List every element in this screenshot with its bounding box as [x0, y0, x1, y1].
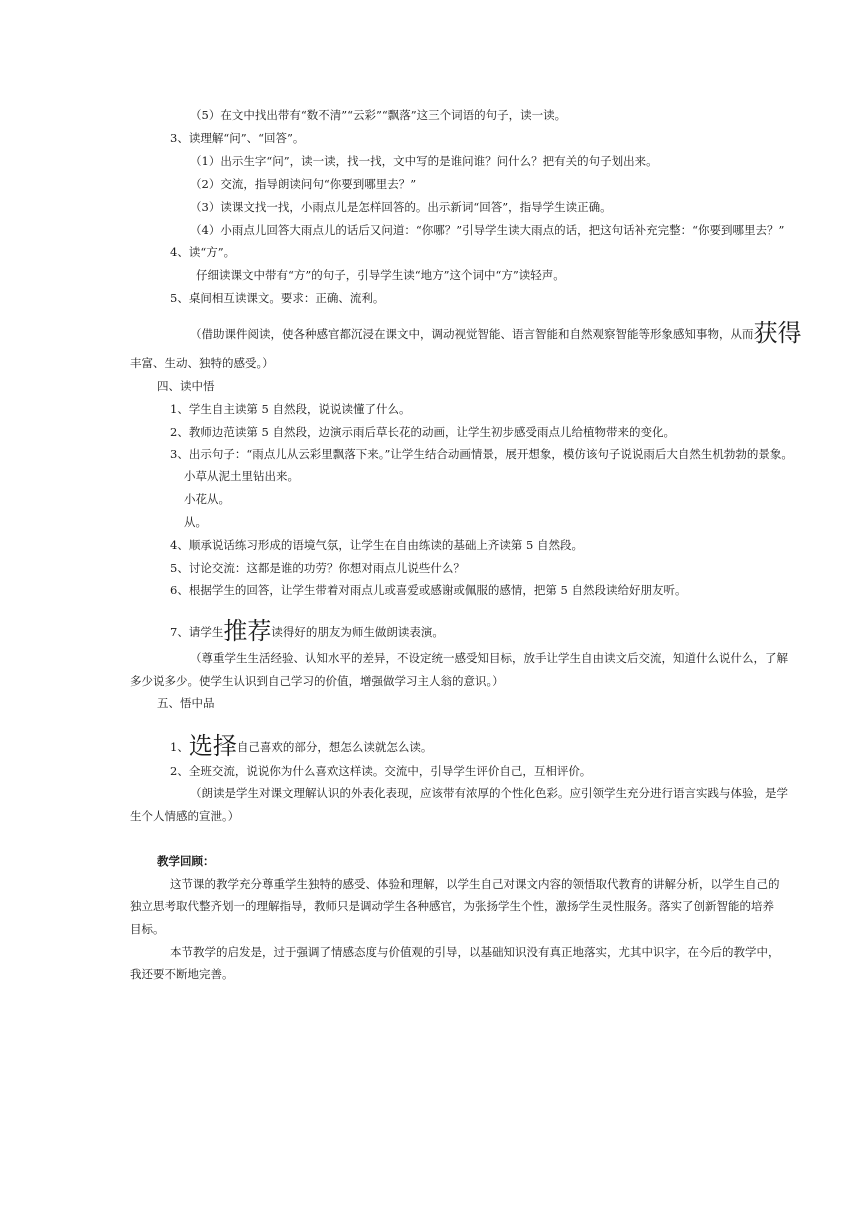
- enlarged-word-huode: 获得: [753, 319, 802, 347]
- paragraph-reading-note-cont: 生个人情感的宣泄。）: [130, 809, 240, 823]
- list-item-4-2: 2、教师边范读第 5 自然段，边演示雨后草长花的动画，让学生初步感受雨点儿给植物带来的变化。: [170, 425, 675, 439]
- review-paragraph-1-line-3: 目标。: [130, 922, 165, 936]
- list-item-5-1: 1、选择自己喜欢的部分，想怎么读就怎么读。: [170, 732, 433, 760]
- paragraph-courseware-note: （借助课件阅读，使各种感官都沉浸在课文中，调动视觉智能、语言智能和自然观察智能等形象感知事物，从而获得: [190, 319, 802, 347]
- paragraph-step-3-read-text: （3）读课文找一找，小雨点儿是怎样回答的。出示新词“回答”，指导学生读正确。: [190, 200, 612, 214]
- paragraph-step-4-answer: （4）小雨点儿回答大雨点儿的话后又问道：“你哪？”引导学生读大雨点的话，把这句话补充完整：“你要到哪里去？”: [190, 223, 785, 237]
- enlarged-word-xuanze: 选择: [188, 732, 237, 760]
- list-item-4-5: 5、讨论交流：这都是谁的功劳？你想对雨点儿说些什么？: [170, 561, 465, 575]
- section-heading-5: 五、悟中品: [157, 696, 215, 710]
- list-item-4-1: 1、学生自主读第 5 自然段，说说读懂了什么。: [170, 402, 411, 416]
- review-paragraph-2: 本节教学的启发是，过于强调了情感态度与价值观的引导，以基础知识没有真正地落实，尤其中识字，在今后的教学中，: [170, 945, 780, 959]
- enlarged-word-tuijian: 推荐: [223, 617, 272, 645]
- example-flower: 小花从。: [184, 492, 230, 506]
- paragraph-courseware-note-cont: 丰富、生动、独特的感受。）: [130, 356, 274, 370]
- heading-desk-reading: 5、桌间相互读课文。要求：正确、流利。: [170, 291, 385, 305]
- list-item-4-6: 6、根据学生的回答，让学生带着对雨点儿或喜爱或感谢或佩服的感情，把第 5 自然段读给好朋友听。: [170, 583, 687, 597]
- review-paragraph-1: 这节课的教学充分尊重学生独特的感受、体验和理解，以学生自己对课文内容的领悟取代教育的讲解分析，以学生自己的: [170, 877, 780, 891]
- paragraph-respect-note-cont: 多少说多少。使学生认识到自己学习的价值，增强做学习主人翁的意识。）: [130, 674, 504, 688]
- list-item-5-2: 2、全班交流，说说你为什么喜欢这样读。交流中，引导学生评价自己，互相评价。: [170, 764, 592, 778]
- paragraph-respect-note: （尊重学生生活经验、认知水平的差异，不设定统一感受知目标，放手让学生自由读文后交流，知道什么说什么，了解: [190, 651, 788, 665]
- paragraph-reading-note: （朗读是学生对课文理解认识的外表化表现，应该带有浓厚的个性化色彩。应引领学生充分进行语言实践与体验，是学: [190, 786, 788, 800]
- list-item-4-7: 7、请学生推荐读得好的朋友为师生做朗读表演。: [170, 617, 444, 645]
- review-paragraph-1-line-2: 独立思考取代整齐划一的理解指导，教师只是调动学生各种感官，为张扬学生个性，激扬学生灵性服务。落实了创新智能的培养: [130, 899, 774, 913]
- paragraph-step-5-find-sentences: （5）在文中找出带有“数不清”“云彩”“飘落”这三个词语的句子，读一读。: [190, 108, 567, 122]
- heading-read-understand-ask-answer: 3、读理解“问”、“回答”。: [170, 131, 305, 145]
- review-paragraph-2-line-2: 我还要不断地完善。: [130, 967, 234, 981]
- list-item-4-4: 4、顺承说话练习形成的语境气氛，让学生在自由练读的基础上齐读第 5 自然段。: [170, 538, 583, 552]
- teaching-review-heading: 教学回顾：: [157, 854, 215, 868]
- paragraph-step-1-show-word: （1）出示生字“问”，读一读，找一找，文中写的是谁问谁？问什么？把有关的句子划出来。: [190, 154, 658, 168]
- section-heading-4: 四、读中悟: [157, 379, 215, 393]
- list-item-4-3: 3、出示句子：“雨点儿从云彩里飘落下来。”让学生结合动画情景，展开想象，模仿该句子说说雨后大自然生机勃勃的景象。: [170, 447, 793, 461]
- paragraph-fang-detail: 仔细读课文中带有“方”的句子，引导学生读“地方”这个词中“方”读轻声。: [196, 268, 565, 282]
- paragraph-step-2-exchange: （2）交流，指导朗读问句“你要到哪里去？”: [190, 177, 417, 191]
- heading-read-fang: 4、读“方”。: [170, 245, 236, 259]
- example-grass: 小草从泥土里钻出来。: [184, 469, 299, 483]
- example-blank: 从。: [184, 515, 207, 529]
